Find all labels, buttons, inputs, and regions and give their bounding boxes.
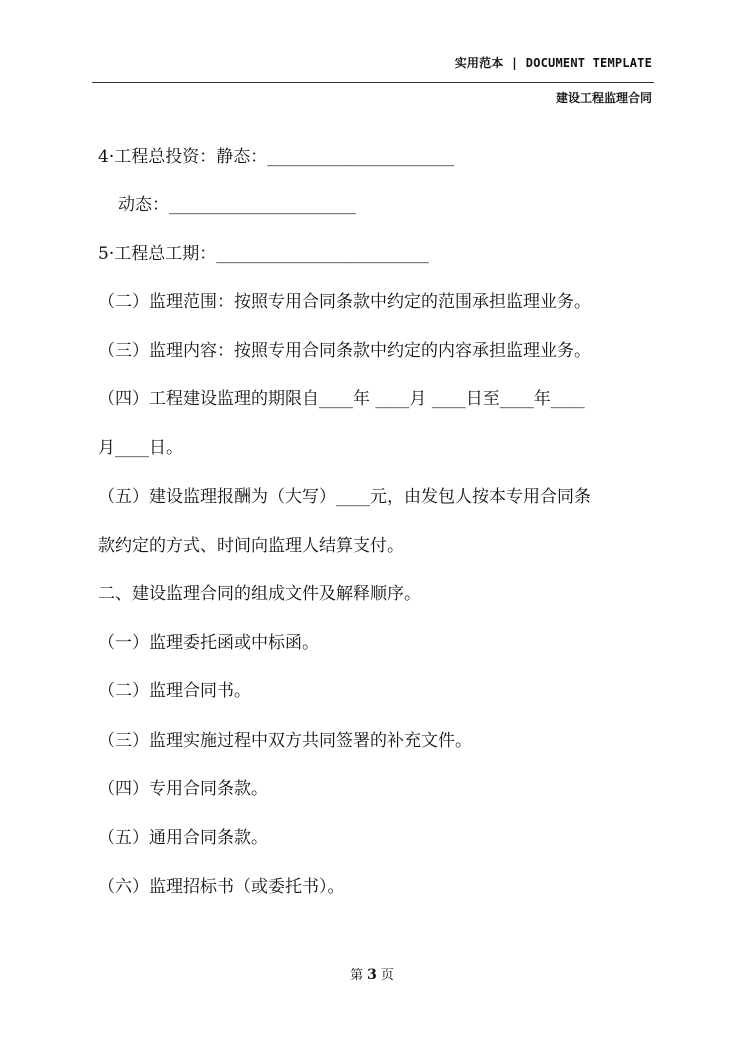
total-investment-dynamic-line: 动态：______________________: [118, 195, 356, 215]
page-prefix: 第: [350, 968, 364, 983]
page-footer: [0, 964, 744, 983]
document-item-2: （二）监理合同书。: [98, 681, 251, 701]
supervision-content-line: （三）监理内容：按照专用合同条款中约定的内容承担监理业务。: [98, 341, 591, 361]
section-two-heading: 二、建设监理合同的组成文件及解释顺序。: [98, 584, 421, 604]
remuneration-continued-line: 款约定的方式、时间向监理人结算支付。: [98, 536, 404, 556]
supervision-scope-line: （二）监理范围：按照专用合同条款中约定的范围承担监理业务。: [98, 292, 591, 312]
total-investment-static-line: 4·工程总投资：静态：______________________: [98, 147, 455, 167]
header-subtitle: 建设工程监理合同: [555, 91, 652, 105]
document-item-6: （六）监理招标书（或委托书）。: [98, 877, 345, 897]
page-number: 3: [367, 967, 377, 983]
total-duration-line: 5·工程总工期：_________________________: [98, 244, 429, 264]
header-divider: [92, 82, 654, 83]
supervision-period-continued-line: 月____日。: [98, 438, 183, 458]
document-item-5: （五）通用合同条款。: [98, 828, 268, 848]
header-top-line: 实用范本 | DOCUMENT TEMPLATE: [454, 56, 652, 70]
document-item-4: （四）专用合同条款。: [98, 779, 268, 799]
page-suffix: 页: [380, 968, 394, 983]
remuneration-line: （五）建设监理报酬为（大写）____元，由发包人按本专用合同条: [98, 487, 591, 507]
document-item-3: （三）监理实施过程中双方共同签署的补充文件。: [98, 731, 472, 751]
supervision-period-line: （四）工程建设监理的期限自____年 ____月 ____日至____年____: [98, 389, 585, 409]
document-item-1: （一）监理委托函或中标函。: [98, 633, 319, 653]
